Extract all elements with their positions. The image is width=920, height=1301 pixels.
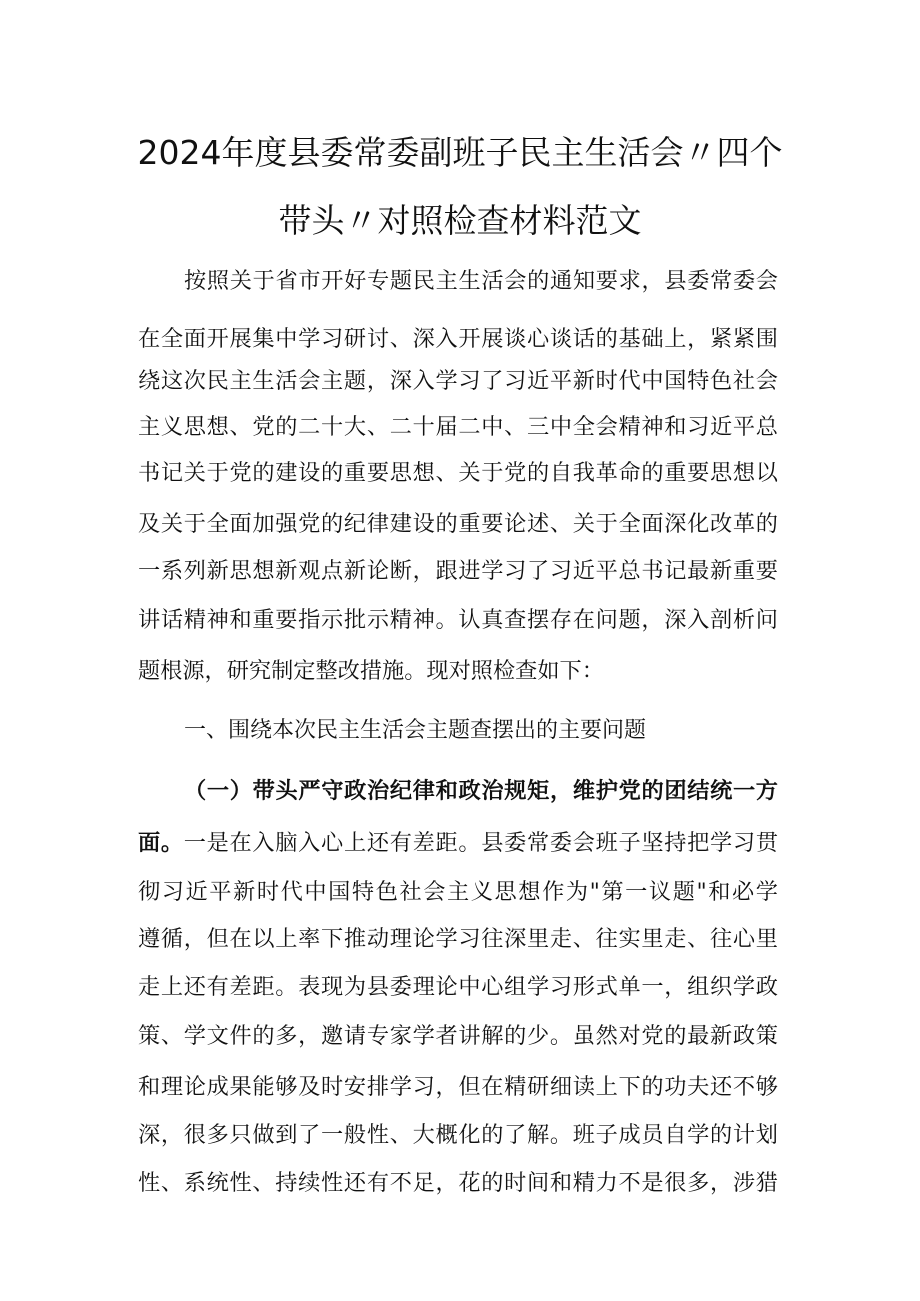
body-line: 策、学文件的多，邀请专家学者讲解的少。虽然对党的最新政策 xyxy=(138,1023,778,1049)
subsection-heading: （一）带头严守政治纪律和政治规矩，维护党的团结统一方 xyxy=(184,778,778,804)
document-title-line-1: 2024年度县委常委副班子民主生活会〃四个 xyxy=(137,133,783,172)
intro-line: 绕这次民主生活会主题，深入学习了习近平新时代中国特色社会 xyxy=(138,368,778,394)
document-title-line-2: 带头〃对照检查材料范文 xyxy=(278,201,642,240)
subsection-heading-end: 面。 xyxy=(138,830,184,856)
body-line: 彻习近平新时代中国特色社会主义思想作为"第一议题"和必学 xyxy=(138,879,778,905)
subsection-line xyxy=(138,828,778,858)
body-line: 和理论成果能够及时安排学习，但在精研细读上下的功夫还不够 xyxy=(138,1074,778,1100)
body-line: 走上还有差距。表现为县委理论中心组学习形式单一，组织学政 xyxy=(138,974,778,1000)
intro-line: 一系列新思想新观点新论断，跟进学习了习近平总书记最新重要 xyxy=(138,558,778,584)
intro-line: 书记关于党的建设的重要思想、关于党的自我革命的重要思想以 xyxy=(138,460,778,486)
body-line: 深，很多只做到了一般性、大概化的了解。班子成员自学的计划 xyxy=(138,1122,778,1148)
intro-line: 讲话精神和重要指示批示精神。认真查摆存在问题，深入剖析问 xyxy=(138,607,778,633)
body-line: 性、系统性、持续性还有不足，花的时间和精力不是很多，涉猎 xyxy=(138,1170,778,1196)
body-text: 一是在入脑入心上还有差距。县委常委会班子坚持把学习贯 xyxy=(183,830,779,856)
intro-line: 及关于全面加强党的纪律建设的重要论述、关于全面深化改革的 xyxy=(138,511,778,537)
intro-line: 在全面开展集中学习研讨、深入开展谈心谈话的基础上，紧紧围 xyxy=(138,326,778,352)
section-heading: 一、围绕本次民主生活会主题查摆出的主要问题 xyxy=(184,718,647,743)
intro-line: 按照关于省市开好专题民主生活会的通知要求，县委常委会 xyxy=(184,268,778,294)
intro-line: 主义思想、党的二十大、二十届二中、三中全会精神和习近平总 xyxy=(138,414,778,440)
body-line: 遵循，但在以上率下推动理论学习往深里走、往实里走、往心里 xyxy=(138,926,778,952)
intro-line: 题根源，研究制定整改措施。现对照检查如下： xyxy=(138,658,604,684)
